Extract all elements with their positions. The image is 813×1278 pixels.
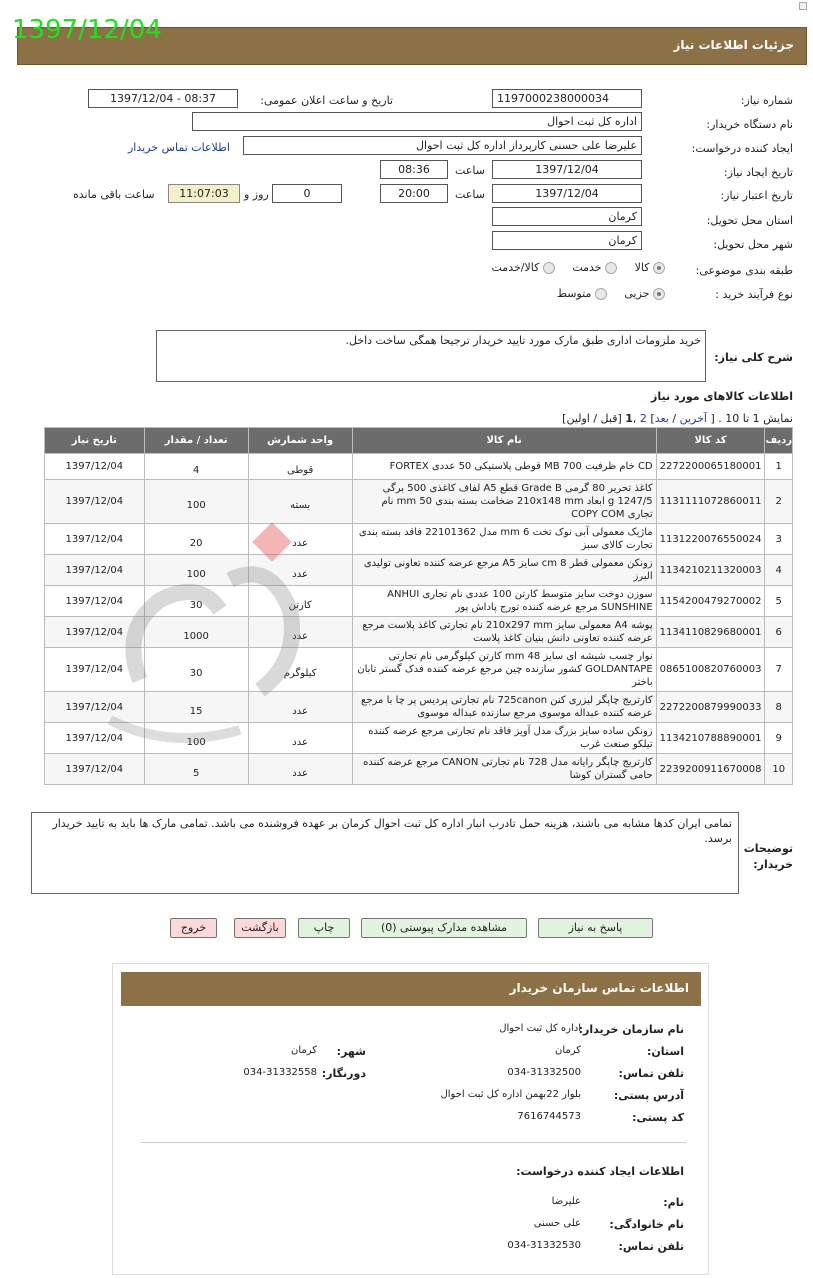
process-options [535,287,665,300]
card-divider [141,1142,686,1143]
creator-phone-label: تلفن تماس: [618,1240,684,1253]
item-qty: 1000 [144,617,248,648]
card-address-value: بلوار 22بهمن اداره کل ثبت احوال [440,1089,581,1100]
category-label: طبقه بندی موضوعی: [695,264,793,277]
buyer-notes-box [31,812,739,894]
creator-label: ایجاد کننده درخواست: [691,142,793,155]
attachments-button[interactable]: مشاهده مدارک پیوستی (0) [361,918,527,938]
date-stamp: 1397/12/04 [12,15,162,45]
buyer-notes-text: تمامی ایران کدها مشابه می باشند، هزینه حمل تادرب انبار اداره کل ثبت احوال کرمان بر عهده فروشنده می باشد. تمامی مارک ها باید به تایید خریدار برسد. [52,817,732,845]
radio-goods-service-label: کالا/خدمت [491,261,540,274]
radio-partial[interactable] [653,288,665,300]
item-unit: عدد [248,617,352,648]
first-name-value: علیرضا [551,1196,581,1207]
radio-partial-label: جزیی [624,287,650,300]
row-number: 3 [765,524,793,555]
creator-phone-value: 034-31332530 [507,1240,581,1251]
province-label: استان محل تحویل: [706,214,793,227]
col-unit: واحد شمارش [248,428,352,454]
item-name: پوشه A4 معمولی سایز 210x297 mm نام تجارتی کاغذ پلاست مرجع عرضه کننده تعاونی دانش بنیان کاغذ پلاست [352,617,656,648]
radio-service[interactable] [605,262,617,274]
item-date: 1397/12/04 [45,723,145,754]
buyer-notes-label-1: توضیحات [743,842,793,855]
col-date: تاریخ نیاز [45,428,145,454]
item-unit: عدد [248,723,352,754]
item-unit: کیلوگرم [248,648,352,692]
item-unit: عدد [248,692,352,723]
table-row [45,648,793,692]
item-name: زونکن ساده سایز بزرگ مدل آویز فاقد نام تجارتی مرجع عرضه کننده تیلکو صنعت غرب [352,723,656,754]
item-qty: 100 [144,555,248,586]
radio-medium-label: متوسط [556,287,592,300]
item-qty: 20 [144,524,248,555]
item-code: 1134110829680001 [656,617,765,648]
paging-prefix: نمایش 1 تا 10 . [ [710,412,793,425]
card-postal-value: 7616744573 [517,1111,581,1122]
category-options [455,261,665,274]
item-name: ماژیک معمولی آبی نوک تخت 6 mm مدل 22101362 فاقد بسته بندی تجارت کالای سبز [352,524,656,555]
province-field: کرمان [492,207,642,226]
last-name-value: علی حسنی [533,1218,581,1229]
card-phone-label: تلفن تماس: [618,1067,684,1080]
card-phone-value: 034-31332500 [507,1067,581,1078]
card-address-label: آدرس پستی: [613,1089,684,1102]
item-date: 1397/12/04 [45,454,145,480]
item-name: CD خام ظرفیت 700 MB قوطی پلاستیکی 50 عددی FORTEX [352,454,656,480]
creator-section-title: اطلاعات ایجاد کننده درخواست: [516,1165,684,1178]
last-name-label: نام خانوادگی: [609,1218,684,1231]
buyer-contact-link[interactable]: اطلاعات تماس خریدار [128,141,230,154]
row-number: 5 [765,586,793,617]
table-row [45,454,793,480]
item-qty: 100 [144,480,248,524]
valid-time-field: 20:00 [380,184,448,203]
items-table-header [45,428,793,454]
paging-last-link[interactable]: آخرین [679,412,707,425]
item-qty: 4 [144,454,248,480]
valid-date-field: 1397/12/04 [492,184,642,203]
item-date: 1397/12/04 [45,648,145,692]
col-name: نام کالا [352,428,656,454]
card-city-label: شهر: [336,1045,366,1058]
radio-service-label: خدمت [572,261,602,274]
create-time-field: 08:36 [380,160,448,179]
item-date: 1397/12/04 [45,555,145,586]
page-title: جزئیات اطلاعات نیاز [673,38,794,52]
contact-card-title: اطلاعات تماس سازمان خریدار [509,981,689,995]
table-row [45,524,793,555]
item-date: 1397/12/04 [45,524,145,555]
row-number: 1 [765,454,793,480]
items-section-title: اطلاعات کالاهای مورد نیاز [651,390,793,403]
reply-button[interactable]: پاسخ به نیاز [538,918,653,938]
city-field: کرمان [492,231,642,250]
row-number: 4 [765,555,793,586]
radio-goods-service[interactable] [543,262,555,274]
paging-suffix: [قبل / اولین] [562,412,622,425]
item-date: 1397/12/04 [45,692,145,723]
item-code: 2272200065180001 [656,454,765,480]
item-unit: عدد [248,524,352,555]
table-row [45,692,793,723]
create-date-label: تاریخ ایجاد نیاز: [723,166,793,179]
exit-button[interactable]: خروج [170,918,217,938]
description-box [156,330,706,382]
buyer-org-label: نام دستگاه خریدار: [706,118,793,131]
item-code: 1131220076550024 [656,524,765,555]
row-number: 9 [765,723,793,754]
item-code: 2239200911670008 [656,754,765,785]
item-date: 1397/12/04 [45,480,145,524]
radio-goods[interactable] [653,262,665,274]
item-date: 1397/12/04 [45,586,145,617]
contact-card-header [121,972,701,1006]
creator-field: علیرضا علی حسنی کارپرداز اداره کل ثبت احوال [243,136,642,155]
item-date: 1397/12/04 [45,617,145,648]
row-number: 7 [765,648,793,692]
contact-card [112,963,709,1275]
card-province-value: کرمان [554,1045,581,1056]
item-code: 1131111072860011 [656,480,765,524]
row-number: 2 [765,480,793,524]
valid-date-label: تاریخ اعتبار نیاز: [720,189,793,202]
item-name: کارتریج چاپگر رایانه مدل 728 نام تجارتی CANON مرجع عرضه کننده حامی گستران کوشا [352,754,656,785]
announce-field: 1397/12/04 - 08:37 [88,89,238,108]
need-number-field: 1197000238000034 [492,89,642,108]
table-row [45,754,793,785]
paging-bar: نمایش 1 تا 10 . [ آخرین / بعد] 2 ,1 [قبل / اولین] [562,412,793,425]
item-name: کارتریج چاپگر لیزری کنن 725canon نام تجارتی پردیس پر چا با مرجع عرضه کننده عبداله موسوی مرجع سازنده عبداله موسوی [352,692,656,723]
radio-goods-label: کالا [634,261,650,274]
org-label: نام سازمان خریدار: [578,1023,684,1036]
days-label: روز و [244,188,269,201]
table-row [45,723,793,754]
valid-time-label: ساعت [455,188,485,201]
row-number: 10 [765,754,793,785]
table-row [45,555,793,586]
col-row: ردیف [765,428,793,454]
item-qty: 30 [144,648,248,692]
item-date: 1397/12/04 [45,754,145,785]
paging-next-link[interactable]: بعد [654,412,669,425]
col-code: کد کالا [656,428,765,454]
announce-label: تاریخ و ساعت اعلان عمومی: [260,94,393,107]
item-name: سوزن دوخت سایز متوسط کارتن 100 عددی نام تجاری ANHUI SUNSHINE مرجع عرضه کننده تورج پاداش پور [352,586,656,617]
buyer-org-field: اداره کل ثبت احوال [192,112,642,131]
item-code: 1154200479270002 [656,586,765,617]
items-table-body [45,454,793,785]
item-code: 1134210788890001 [656,723,765,754]
item-unit: قوطی [248,454,352,480]
item-name: نوار چسب شیشه ای سایز 48 mm کارتن کیلوگرمی نام تجارتی GOLDANTAPE کشور سازنده چین مرجع عرضه کننده فدک گستر تابان باختر [352,648,656,692]
item-code: 1134210211320003 [656,555,765,586]
remaining-label: ساعت باقی مانده [73,188,155,201]
item-name: کاغذ تحریر 80 گرمی Grade B قطع A5 لفاف کاغذی 500 برگی 1247/5 g ابعاد 210x148 mm ضخامت بسته بندی 50 mm نام تجاری COPY COM [352,480,656,524]
card-postal-label: کد پستی: [632,1111,684,1124]
item-code: 0865100820760003 [656,648,765,692]
buyer-notes-label-2: خریدار: [753,858,793,871]
table-row [45,617,793,648]
item-unit: عدد [248,555,352,586]
create-time-label: ساعت [455,164,485,177]
description-text: خرید ملزومات اداری طبق مارک مورد تایید خریدار ترجیحا همگی ساخت داخل. [345,334,701,347]
item-name: زونکن معمولی قطر 8 cm سایز A5 مرجع عرضه کننده تعاونی تولیدی البرز [352,555,656,586]
paging-page-1: 1 [625,412,633,425]
item-code: 2272200879990033 [656,692,765,723]
top-right-mark [799,2,807,10]
items-table [44,427,793,785]
table-row [45,586,793,617]
radio-medium[interactable] [595,288,607,300]
description-label: شرح کلی نیاز: [714,351,793,364]
org-value: اداره کل ثبت احوال [499,1023,581,1034]
card-fax-label: دورنگار: [321,1067,366,1080]
item-unit: کارتن [248,586,352,617]
back-button[interactable]: بازگشت [234,918,286,938]
table-row [45,480,793,524]
row-number: 6 [765,617,793,648]
card-province-label: استان: [647,1045,684,1058]
first-name-label: نام: [663,1196,684,1209]
col-qty: تعداد / مقدار [144,428,248,454]
remaining-time: 11:07:03 [168,184,240,203]
print-button[interactable]: چاپ [298,918,350,938]
item-qty: 5 [144,754,248,785]
item-unit: بسته [248,480,352,524]
city-label: شهر محل تحویل: [713,238,793,251]
process-label: نوع فرآیند خرید : [715,288,793,301]
days-field: 0 [272,184,342,203]
card-fax-value: 034-31332558 [243,1067,317,1078]
item-unit: عدد [248,754,352,785]
card-city-value: کرمان [290,1045,317,1056]
item-qty: 100 [144,723,248,754]
paging-page-2[interactable]: 2 [639,412,647,425]
row-number: 8 [765,692,793,723]
item-qty: 30 [144,586,248,617]
need-number-label: شماره نیاز: [740,94,793,107]
item-qty: 15 [144,692,248,723]
create-date-field: 1397/12/04 [492,160,642,179]
